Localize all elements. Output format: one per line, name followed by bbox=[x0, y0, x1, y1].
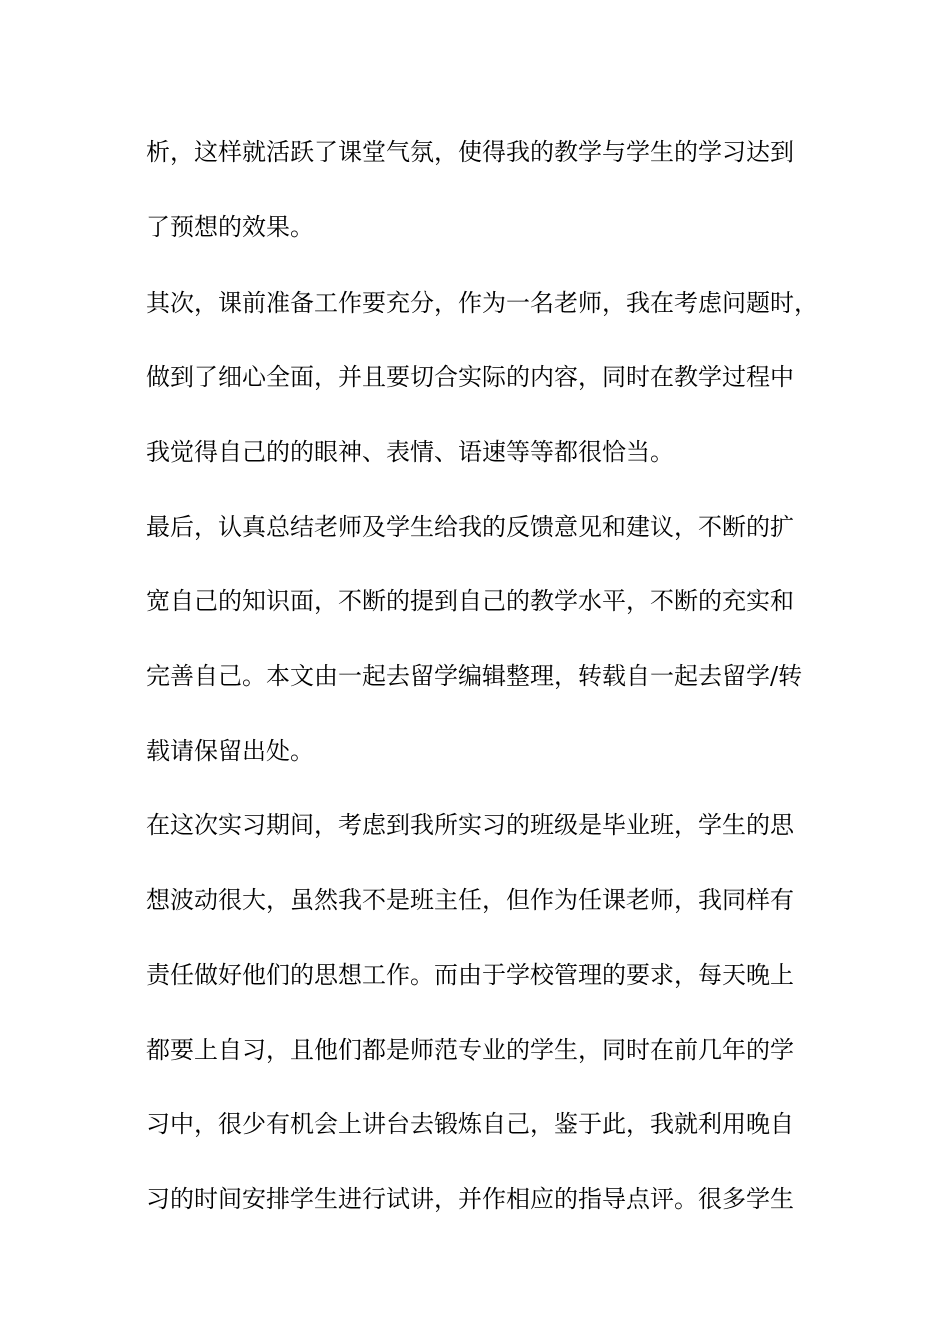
text-line: 最后，认真总结老师及学生给我的反馈意见和建议，不断的扩 bbox=[146, 513, 794, 541]
text-line: 载请保留出处。 bbox=[146, 737, 314, 765]
text-line: 都要上自习，且他们都是师范专业的学生，同时在前几年的学 bbox=[146, 1036, 794, 1064]
text-line: 想波动很大，虽然我不是班主任，但作为任课老师，我同样有 bbox=[146, 886, 794, 914]
text-line: 其次，课前准备工作要充分，作为一名老师，我在考虑问题时， bbox=[146, 289, 818, 317]
text-line: 责任做好他们的思想工作。而由于学校管理的要求，每天晚上 bbox=[146, 961, 794, 989]
text-line: 在这次实习期间，考虑到我所实习的班级是毕业班，学生的思 bbox=[146, 811, 794, 839]
text-line: 完善自己。本文由一起去留学编辑整理，转载自一起去留学/转 bbox=[146, 662, 803, 690]
text-line: 宽自己的知识面，不断的提到自己的教学水平，不断的充实和 bbox=[146, 587, 794, 615]
text-line: 析，这样就活跃了课堂气氛，使得我的教学与学生的学习达到 bbox=[146, 138, 794, 166]
text-line: 我觉得自己的的眼神、表情、语速等等都很恰当。 bbox=[146, 438, 674, 466]
text-line: 习的时间安排学生进行试讲，并作相应的指导点评。很多学生 bbox=[146, 1185, 794, 1213]
text-line: 习中，很少有机会上讲台去锻炼自己，鉴于此，我就利用晚自 bbox=[146, 1110, 794, 1138]
text-line: 了预想的效果。 bbox=[146, 213, 314, 241]
text-line: 做到了细心全面，并且要切合实际的内容，同时在教学过程中 bbox=[146, 363, 794, 391]
